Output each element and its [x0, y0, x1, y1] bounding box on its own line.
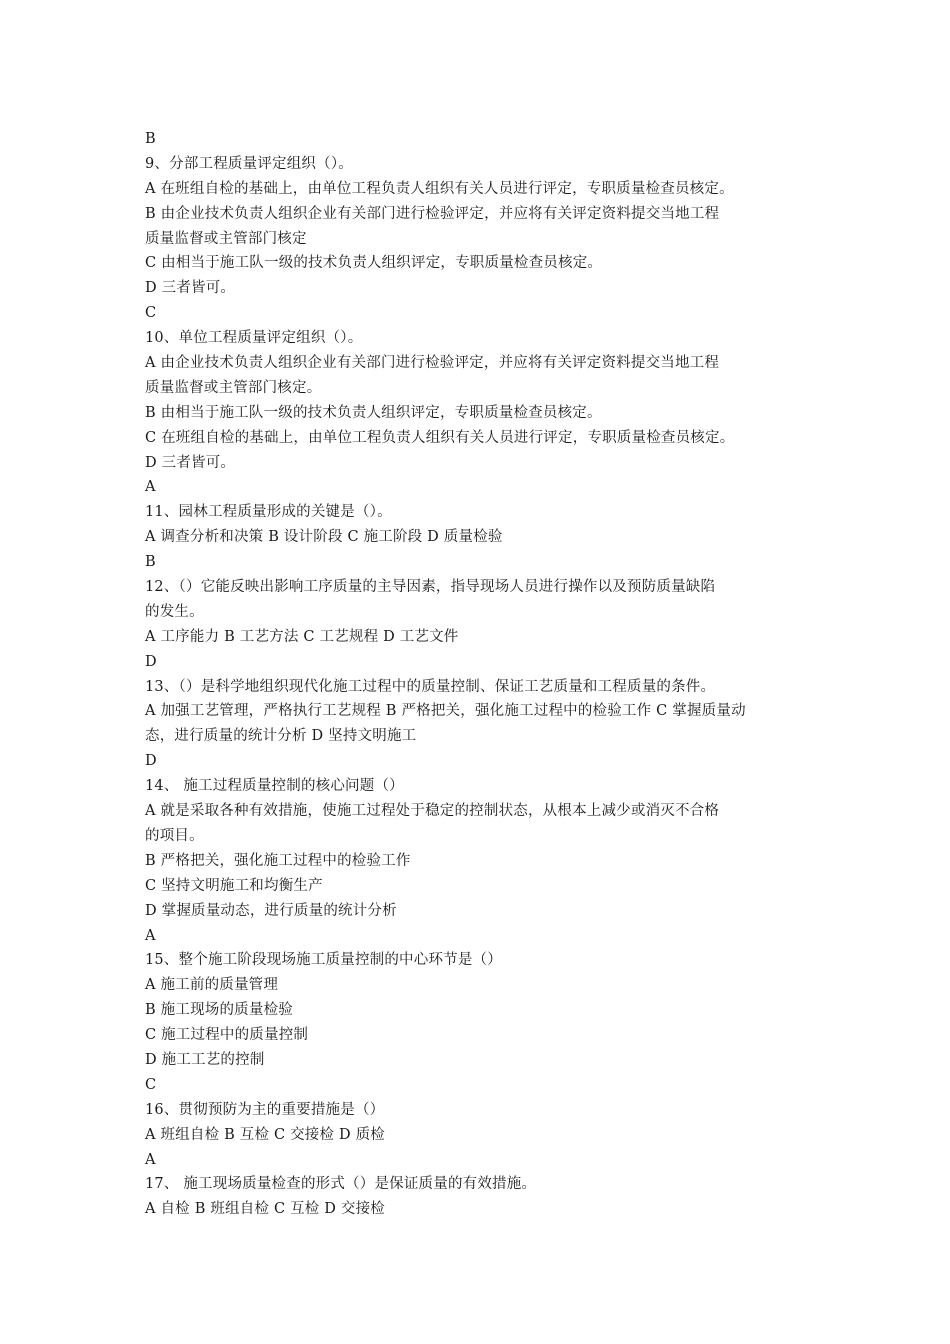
text-line: 质量监督或主管部门核定。	[145, 379, 322, 396]
text-line: A 工序能力 B 工艺方法 C 工艺规程 D 工艺文件	[145, 628, 459, 645]
text-line: 态，进行质量的统计分析 D 坚持文明施工	[145, 728, 417, 745]
text-line: A	[145, 1151, 156, 1168]
text-line: D 三者皆可。	[145, 280, 236, 297]
text-line: A 就是采取各种有效措施，使施工过程处于稳定的控制状态，从根本上减少或消灭不合格	[145, 803, 720, 820]
text-line: 12、（）它能反映出影响工序质量的主导因素，指导现场人员进行操作以及预防质量缺陷	[145, 579, 716, 596]
text-line: B 由企业技术负责人组织企业有关部门进行检验评定，并应将有关评定资料提交当地工程	[145, 205, 720, 222]
text-line: 9、分部工程质量评定组织（）。	[145, 155, 353, 172]
text-line: D	[145, 753, 157, 770]
text-line: C 在班组自检的基础上，由单位工程负责人组织有关人员进行评定，专职质量检查员核定。	[145, 429, 735, 446]
text-line: B 严格把关，强化施工过程中的检验工作	[145, 852, 411, 869]
text-line: A	[145, 927, 156, 944]
text-line: 11、园林工程质量形成的关键是（）。	[145, 504, 392, 521]
text-line: 的发生。	[145, 603, 204, 620]
text-line: A 调查分析和决策 B 设计阶段 C 施工阶段 D 质量检验	[145, 529, 503, 546]
text-line: C 坚持文明施工和均衡生产	[145, 877, 323, 894]
document-body	[145, 127, 825, 1222]
text-line: B 由相当于施工队一级的技术负责人组织评定，专职质量检查员核定。	[145, 404, 602, 421]
text-line: 10、单位工程质量评定组织（）。	[145, 330, 363, 347]
text-line: 17、 施工现场质量检查的形式（）是保证质量的有效措施。	[145, 1176, 537, 1193]
text-line: 13、（）是科学地组织现代化施工过程中的质量控制、保证工艺质量和工程质量的条件。	[145, 678, 716, 695]
text-line: A 在班组自检的基础上，由单位工程负责人组织有关人员进行评定，专职质量检查员核定。	[145, 180, 734, 197]
text-line: B	[145, 131, 156, 147]
text-line: D 掌握质量动态，进行质量的统计分析	[145, 902, 397, 919]
text-line: B 施工现场的质量检验	[145, 1002, 293, 1019]
text-line: 16、贯彻预防为主的重要措施是（）	[145, 1101, 385, 1118]
text-line: 质量监督或主管部门核定	[145, 230, 307, 247]
text-line: D	[145, 653, 157, 670]
text-line: C 由相当于施工队一级的技术负责人组织评定，专职质量检查员核定。	[145, 255, 603, 272]
text-line: C 施工过程中的质量控制	[145, 1027, 309, 1044]
text-line: A 自检 B 班组自检 C 互检 D 交接检	[145, 1201, 386, 1218]
text-line: 15、整个施工阶段现场施工质量控制的中心环节是（）	[145, 952, 502, 969]
text-line: D 施工工艺的控制	[145, 1051, 265, 1068]
text-line: C	[145, 305, 157, 322]
text-line: C	[145, 1076, 157, 1093]
text-line: A	[145, 479, 156, 496]
text-line: 14、 施工过程质量控制的核心问题（）	[145, 778, 404, 795]
text-line: A 施工前的质量管理	[145, 977, 279, 994]
text-line: D 三者皆可。	[145, 454, 236, 471]
text-line: 的项目。	[145, 827, 204, 844]
text-line: A 班组自检 B 互检 C 交接检 D 质检	[145, 1126, 386, 1143]
text-line: A 加强工艺管理，严格执行工艺规程 B 严格把关，强化施工过程中的检验工作 C 掌握质量动	[145, 703, 746, 720]
text-line: A 由企业技术负责人组织企业有关部门进行检验评定，并应将有关评定资料提交当地工程	[145, 355, 720, 372]
text-line: B	[145, 554, 156, 571]
